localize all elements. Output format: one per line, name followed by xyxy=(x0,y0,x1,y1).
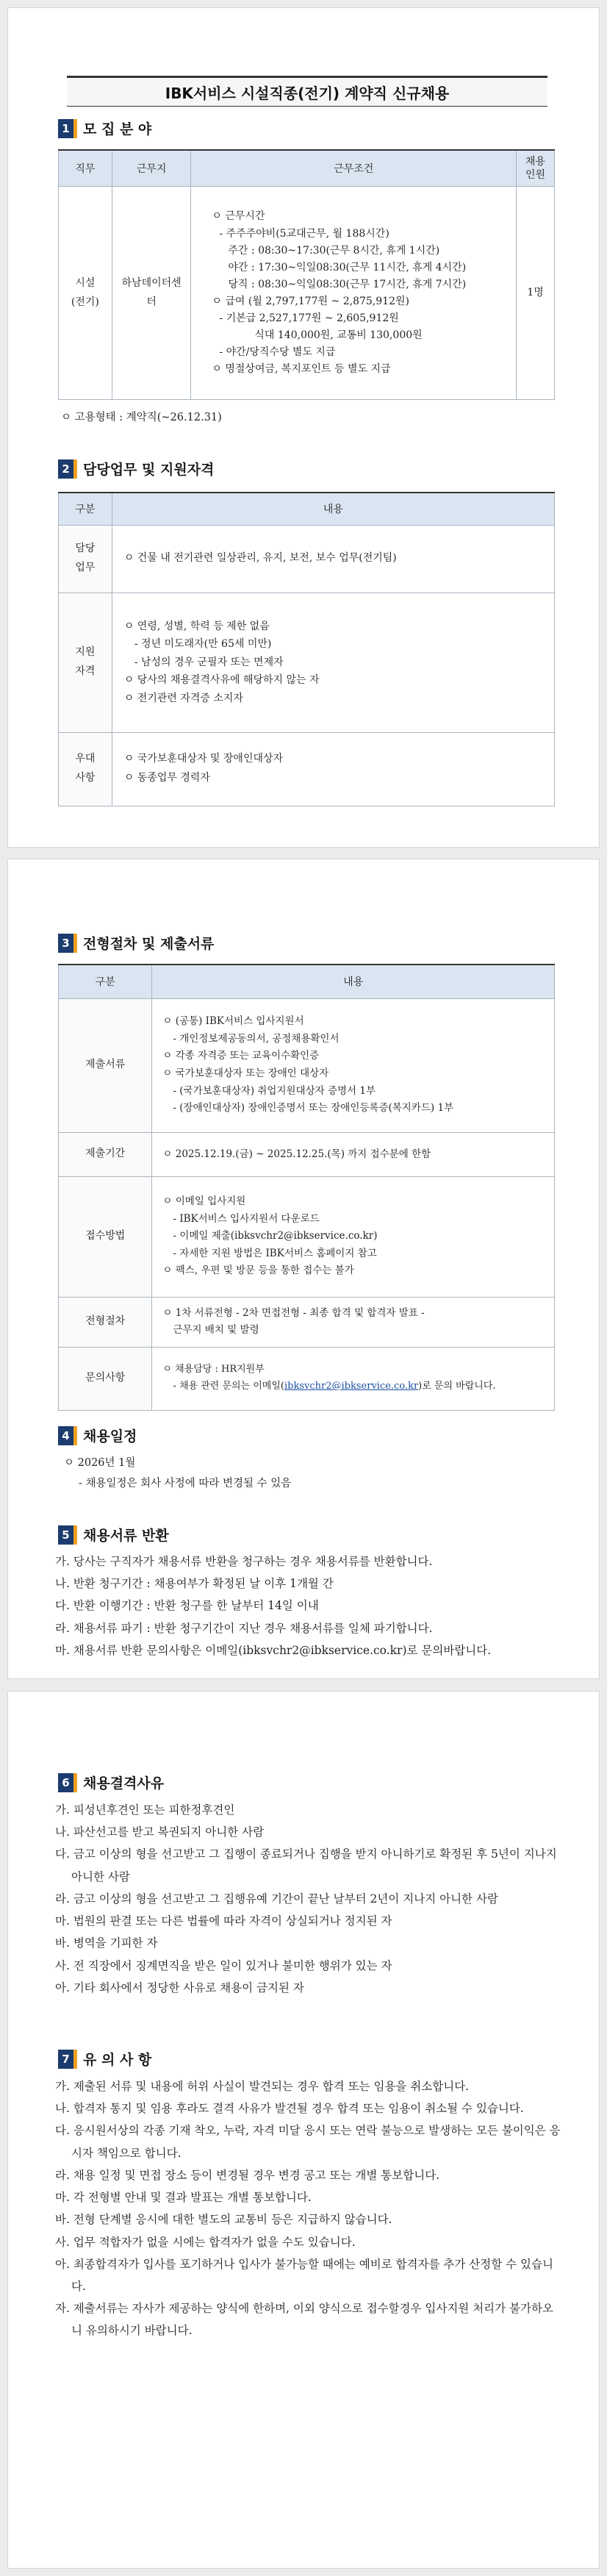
duties-table xyxy=(58,492,555,806)
table-header-category: 구분 xyxy=(59,493,112,525)
row-label-qualifications: 지원 자격 xyxy=(59,593,112,732)
list-item: 아. 기타 회사에서 정당한 사유로 채용이 금지된 자 xyxy=(55,1981,304,1994)
row-content-procedure: ㅇ 1차 서류전형 - 2차 면접전형 - 최종 합격 및 합격자 발표 - 근무지 배치 및 발령 xyxy=(152,1297,555,1347)
section-1-heading xyxy=(58,118,151,138)
row-label-procedure: 전형절차 xyxy=(59,1297,152,1347)
list-item: 다. 금고 이상의 형을 선고받고 그 집행이 종료되거나 집행을 받지 아니하기로 확정된 후 5년이 지나지 아니한 사람 xyxy=(55,1847,557,1883)
row-content-duties: ㅇ 건물 내 전기관련 일상관리, 유지, 보전, 보수 업무(전기팀) xyxy=(112,525,554,593)
list-item: 나. 파산선고를 받고 복권되지 아니한 사람 xyxy=(55,1825,265,1839)
section-number-badge: 3 xyxy=(58,934,77,953)
list-item: 바. 전형 단계별 응시에 대한 별도의 교통비 등은 지급하지 않습니다. xyxy=(55,2213,392,2227)
list-item: 라. 채용 일정 및 면접 장소 등이 변경될 경우 변경 공고 또는 개별 통보합니다. xyxy=(55,2168,440,2182)
conditions-cell: ㅇ 근무시간 - 주주주야비(5교대근무, 월 188시간) 주간 : 08:30~17:30(근무 8시간, 휴게 1시간) 야간 : 17:30~익일08:30(근무 11시간, 휴게 4시간) 당직 : 08:30~익일08:30(근무 17시간, 휴게 7시간) ㅇ 급여 (월 2,797,177원 ~ 2,875,912원) - 기본급 2,527,177원 ~ 2,605,912원 식대 140,000원, 교통비 130,000원 - 야간/당직수당 별도 지급 ㅇ 명절상여금, 복지포인트 등 별도 지급 xyxy=(191,187,517,400)
table-header-content: 내용 xyxy=(152,965,555,998)
location-cell: 하남데이터센터 xyxy=(112,187,191,400)
list-item: 라. 금고 이상의 형을 선고받고 그 집행유예 기간이 끝난 날부터 2년이 지나지 아니한 사람 xyxy=(55,1892,498,1906)
section-number-badge: 6 xyxy=(58,1773,77,1792)
section-5-heading xyxy=(58,1525,169,1545)
section-6-heading xyxy=(58,1772,164,1792)
document-return-list xyxy=(55,1550,562,1661)
row-content-period: ㅇ 2025.12.19.(금) ~ 2025.12.25.(목) 까지 접수분에 한함 xyxy=(152,1132,555,1176)
page-title: IBK서비스 시설직종(전기) 계약직 신규채용 xyxy=(67,76,547,107)
table-header-location: 근무지 xyxy=(112,150,191,187)
section-title: 모 집 분 야 xyxy=(83,121,152,137)
table-header-headcount: 채용 인원 xyxy=(517,150,555,187)
list-item: 사. 전 직장에서 징계면직을 받은 일이 있거나 불미한 행위가 있는 자 xyxy=(55,1958,392,1972)
recruitment-table xyxy=(58,149,555,400)
list-item: 마. 법원의 판결 또는 다른 법률에 따라 자격이 상실되거나 정지된 자 xyxy=(55,1914,392,1928)
list-item: 마. 채용서류 반환 문의사항은 이메일(ibksvchr2@ibkservice.co.kr)로 문의바랍니다. xyxy=(55,1643,492,1657)
section-2-heading xyxy=(58,459,214,479)
process-table xyxy=(58,964,555,1411)
inquiry-email-line: - 채용 관련 문의는 이메일(ibksvchr2@ibkservice.co.kr)로 문의 바랍니다. xyxy=(173,1381,496,1392)
list-item: 나. 합격자 통지 및 임용 후라도 결격 사유가 발견될 경우 합격 또는 임용이 취소될 수 있습니다. xyxy=(55,2102,524,2116)
notice-list xyxy=(55,2075,562,2342)
section-number-badge: 7 xyxy=(58,2050,77,2069)
section-number-badge: 1 xyxy=(58,119,77,138)
list-item: 아. 최종합격자가 입사를 포기하거나 입사가 불가능할 때에는 예비로 합격자를 추가 산정할 수 있습니다. xyxy=(55,2257,553,2293)
list-item: 다. 응시원서상의 각종 기재 착오, 누락, 자격 미달 응시 또는 연락 불능으로 발생하는 모든 불이익은 응시자 책임으로 합니다. xyxy=(55,2124,561,2160)
row-label-documents: 제출서류 xyxy=(59,998,152,1132)
section-7-heading xyxy=(58,2049,151,2069)
job-cell: 시설 (전기) xyxy=(59,187,112,400)
row-label-duties: 담당 업무 xyxy=(59,525,112,593)
section-number-badge: 4 xyxy=(58,1426,77,1445)
row-content-documents: ㅇ (공통) IBK서비스 입사지원서 - 개인정보제공동의서, 공정채용확인서 ㅇ 각종 자격증 또는 교육이수확인증 ㅇ 국가보훈대상자 또는 장애인 대상자 - (국가보훈대상자) 취업지원대상자 증명서 1부 - (장애인대상자) 장애인증명서 또는 장애인등록증(복지카드) 1부 xyxy=(152,998,555,1132)
section-title: 전형절차 및 제출서류 xyxy=(83,936,215,952)
list-item: 나. 반환 청구기간 : 채용여부가 확정된 날 이후 1개월 간 xyxy=(55,1577,334,1591)
row-content-inquiry: ㅇ 채용담당 : HR지원부 - 채용 관련 문의는 이메일(ibksvchr2@ibkservice.co.kr)로 문의 바랍니다. xyxy=(152,1347,555,1410)
list-item: 가. 제출된 서류 및 내용에 허위 사실이 발견되는 경우 합격 또는 임용을 취소합니다. xyxy=(55,2080,470,2093)
table-header-conditions: 근무조건 xyxy=(191,150,517,187)
section-number-badge: 2 xyxy=(58,459,77,479)
section-4-heading xyxy=(58,1425,137,1445)
list-item: 사. 업무 적합자가 없을 시에는 합격자가 없을 수도 있습니다. xyxy=(55,2235,356,2249)
row-content-preferences: ㅇ 국가보훈대상자 및 장애인대상자 ㅇ 동종업무 경력자 xyxy=(112,732,554,806)
list-item: 바. 병역을 기피한 자 xyxy=(55,1936,158,1950)
document-page-1 xyxy=(7,7,600,848)
row-label-method: 접수방법 xyxy=(59,1176,152,1297)
employment-type: ㅇ 고용형태 : 계약직(~26.12.31) xyxy=(61,412,222,423)
inquiry-email-link[interactable]: ibksvchr2@ibkservice.co.kr xyxy=(284,1381,419,1392)
table-header-content: 내용 xyxy=(112,493,554,525)
document-page-2 xyxy=(7,859,600,1679)
list-item: 가. 당사는 구직자가 채용서류 반환을 청구하는 경우 채용서류를 반환합니다. xyxy=(55,1555,433,1568)
schedule-text: ㅇ 2026년 1월 - 채용일정은 회사 사정에 따라 변경될 수 있음 xyxy=(64,1457,292,1489)
document-page-3 xyxy=(7,1691,600,2569)
section-title: 채용일정 xyxy=(83,1428,137,1445)
row-label-preferences: 우대 사항 xyxy=(59,732,112,806)
row-content-qualifications: ㅇ 연령, 성별, 학력 등 제한 없음 - 정년 미도래자(만 65세 미만) - 남성의 경우 군필자 또는 면제자 ㅇ 당사의 채용결격사유에 해당하지 않는 자 ㅇ 전기관련 자격증 소지자 xyxy=(112,593,554,732)
section-title: 담당업무 및 지원자격 xyxy=(83,462,215,478)
list-item: 라. 채용서류 파기 : 반환 청구기간이 지난 경우 채용서류를 일체 파기합니다. xyxy=(55,1621,433,1635)
headcount-cell: 1명 xyxy=(517,187,555,400)
row-label-period: 제출기간 xyxy=(59,1132,152,1176)
disqualification-list xyxy=(55,1799,562,1999)
section-number-badge: 5 xyxy=(58,1525,77,1545)
table-header-job: 직무 xyxy=(59,150,112,187)
table-header-category: 구분 xyxy=(59,965,152,998)
section-title: 채용서류 반환 xyxy=(83,1528,169,1544)
list-item: 마. 각 전형별 안내 및 결과 발표는 개별 통보합니다. xyxy=(55,2191,312,2205)
list-item: 자. 제출서류는 자사가 제공하는 양식에 한하며, 이외 양식으로 접수할경우 입사지원 처리가 불가하오니 유의하시기 바랍니다. xyxy=(55,2302,553,2338)
row-content-method: ㅇ 이메일 입사지원 - IBK서비스 입사지원서 다운로드 - 이메일 제출(ibksvchr2@ibkservice.co.kr) - 자세한 지원 방법은 IBK서비스 홈페이지 참고 ㅇ 팩스, 우편 및 방문 등을 통한 접수는 불가 xyxy=(152,1176,555,1297)
row-label-inquiry: 문의사항 xyxy=(59,1347,152,1410)
section-title: 채용결격사유 xyxy=(83,1775,165,1792)
list-item: 가. 피성년후견인 또는 피한정후견인 xyxy=(55,1803,235,1817)
list-item: 다. 반환 이행기간 : 반환 청구를 한 날부터 14일 이내 xyxy=(55,1599,319,1613)
section-3-heading xyxy=(58,933,214,953)
section-title: 유 의 사 항 xyxy=(83,2052,152,2068)
